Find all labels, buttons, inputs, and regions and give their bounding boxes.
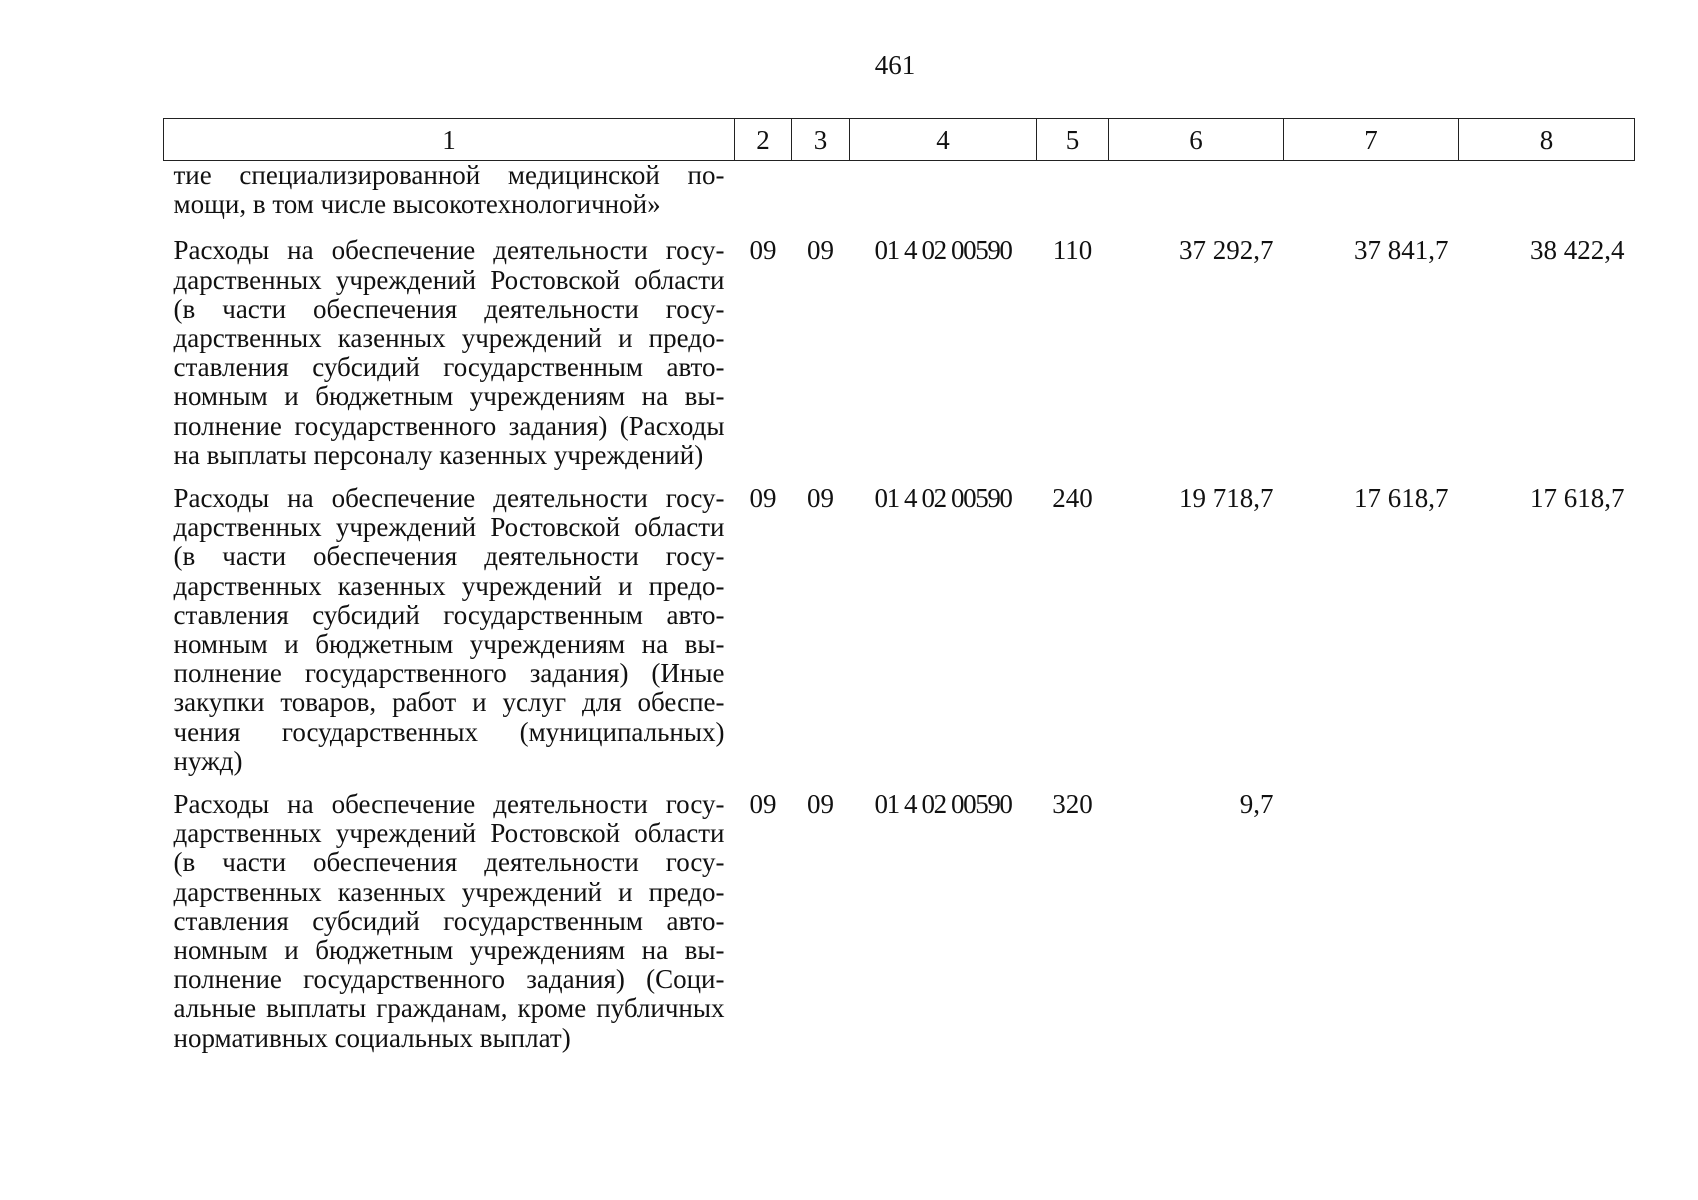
budget-table-container: [163, 118, 1634, 1067]
row-expense-type-code: 240: [1052, 483, 1093, 514]
row-subsection-code: 09: [807, 789, 834, 820]
row-target-code: 01 4 02 00590: [874, 789, 1012, 820]
table-row: [164, 484, 1635, 790]
column-header-7: 7: [1284, 119, 1459, 161]
row-section-code: 09: [749, 235, 777, 266]
row-section-code: 09: [749, 483, 777, 514]
column-header-3: 3: [792, 119, 850, 161]
row-subsection-code: 09: [807, 483, 834, 514]
row-target-code: 01 4 02 00590: [874, 235, 1012, 266]
row-amount-col8: 38 422,4: [1530, 235, 1625, 266]
page-number: 461: [874, 50, 916, 80]
table-header: [164, 119, 1635, 161]
row-amount-col8: [1459, 790, 1635, 1067]
budget-table: [163, 118, 1635, 1067]
row-description: Расходы на обеспечение деятельности государственных учреждений Ростовской области (в части обеспечения деятельности государственных казенных учреждений и предоставления субсидий государственным автономным и бюджетным учреждениям на выполнение государственного задания) (Иные закупки товаров, работ и услуг для обеспечения государственных (муниципальных) нужд): [173, 483, 725, 776]
column-header-1: 1: [164, 119, 735, 161]
row-amount-col7: 37 841,7: [1354, 235, 1449, 266]
row-amount-col6: 19 718,7: [1179, 483, 1274, 514]
row-amount-col7: 17 618,7: [1354, 483, 1449, 514]
row-expense-type-code: 320: [1052, 789, 1093, 820]
row-expense-type-code: 110: [1052, 235, 1093, 266]
header-row: [164, 119, 1635, 161]
column-header-8: 8: [1459, 119, 1635, 161]
row-amount-col6: 37 292,7: [1179, 235, 1274, 266]
table-row: [164, 790, 1635, 1067]
row-amount-col8: 17 618,7: [1530, 483, 1625, 514]
row-description: Расходы на обеспечение деятельности государственных учреждений Ростовской области (в части обеспечения деятельности государственных казенных учреждений и предоставления субсидий государственным автономным и бюджетным учреждениям на выполнение государственного задания) (Расходы на выплаты персоналу казенных учреждений): [173, 235, 725, 470]
row-target-code: 01 4 02 00590: [874, 483, 1012, 514]
continuation-description: тие специализированной медицинской помощи, в том числе высокотехнологичной»: [173, 160, 725, 220]
column-header-6: 6: [1109, 119, 1284, 161]
row-subsection-code: 09: [807, 235, 834, 266]
row-section-code: 09: [749, 789, 777, 820]
table-row-continuation: [164, 161, 1635, 237]
column-header-2: 2: [735, 119, 792, 161]
column-header-4: 4: [850, 119, 1037, 161]
column-header-5: 5: [1037, 119, 1109, 161]
row-description: Расходы на обеспечение деятельности государственных учреждений Ростовской области (в части обеспечения деятельности государственных казенных учреждений и предоставления субсидий государственным автономным и бюджетным учреждениям на выполнение государственного задания) (Социальные выплаты гражданам, кроме публичных нормативных социальных выплат): [173, 789, 725, 1053]
table-row: [164, 236, 1635, 484]
row-amount-col6: 9,7: [1239, 789, 1274, 820]
row-amount-col7: [1284, 790, 1459, 1067]
table-body: [164, 161, 1635, 1067]
